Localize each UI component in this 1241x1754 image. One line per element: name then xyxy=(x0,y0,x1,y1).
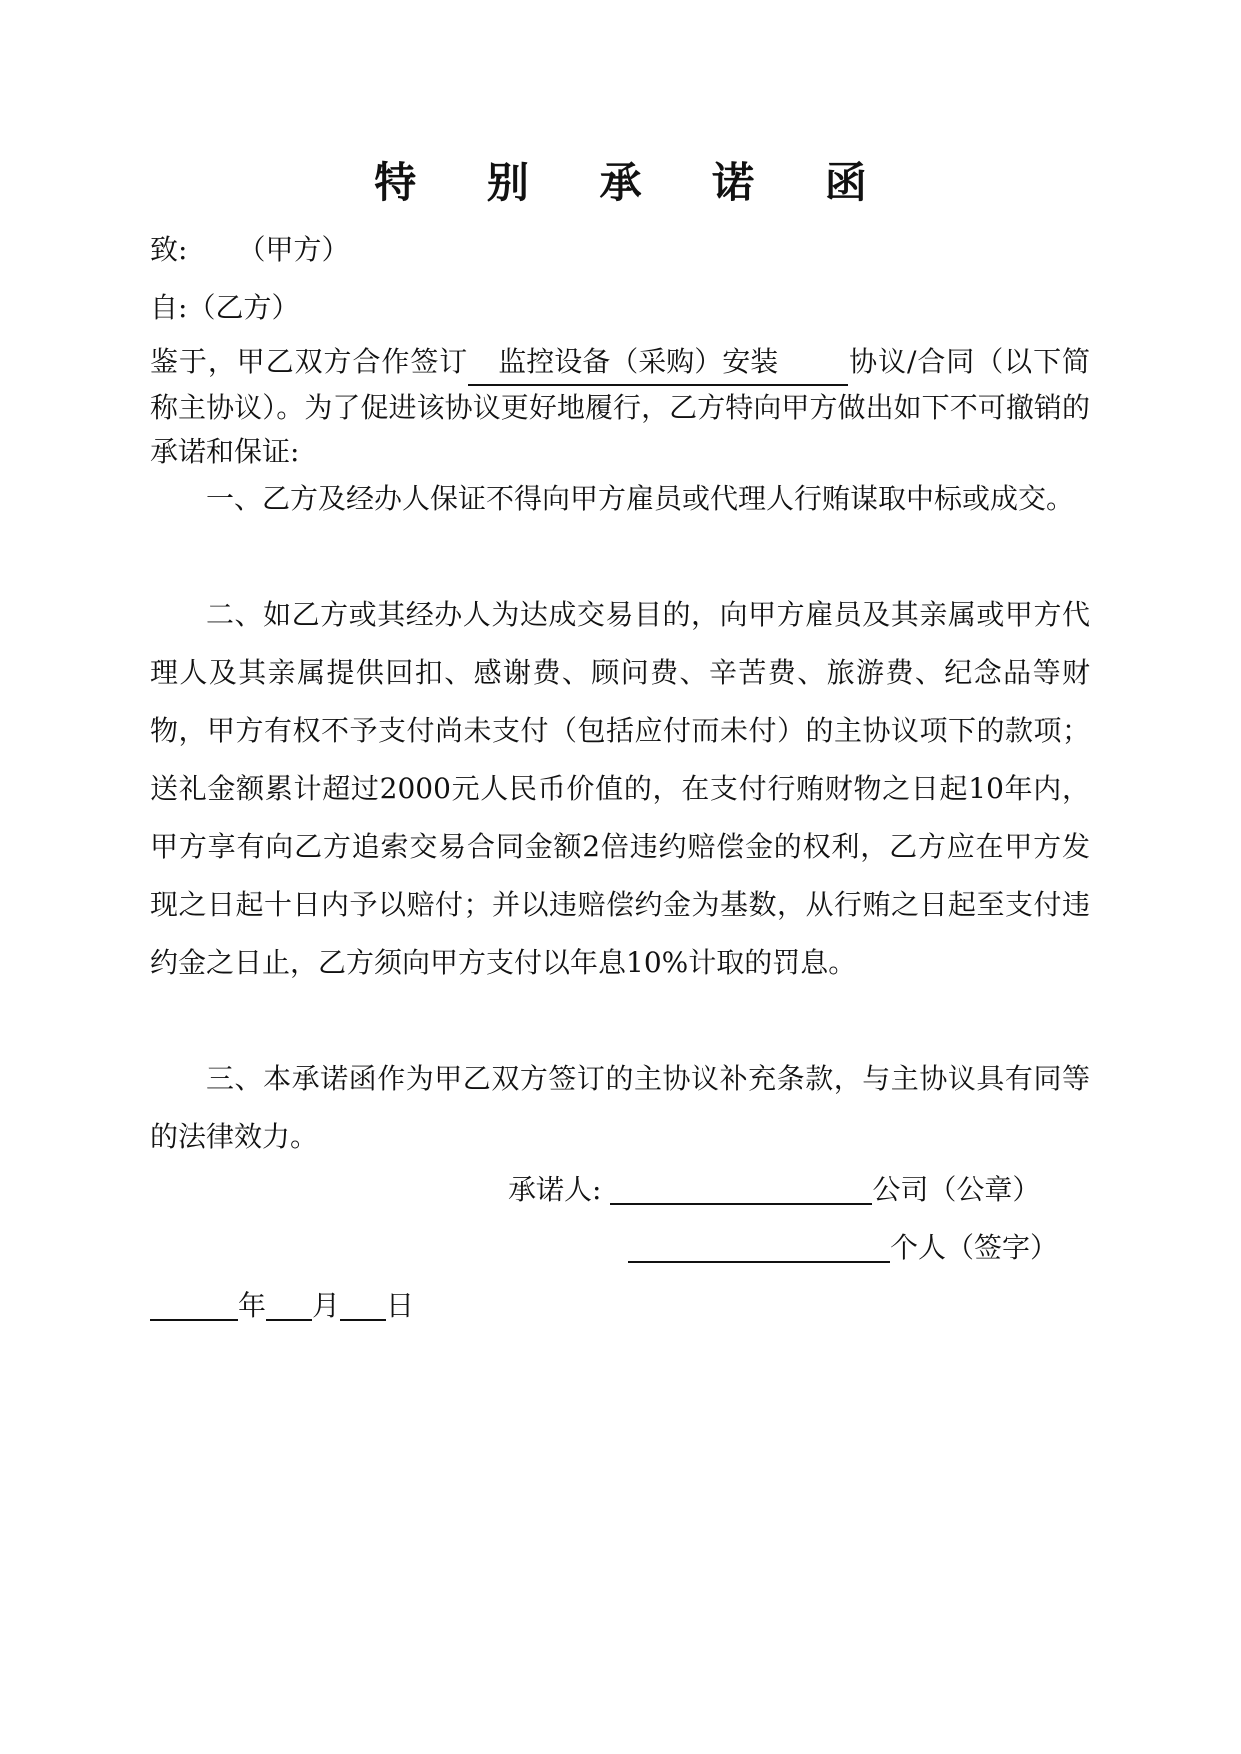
year-blank[interactable] xyxy=(150,1291,238,1321)
clause-1-text: 一、乙方及经办人保证不得向甲方雇员或代理人行贿谋取中标或成交。 xyxy=(206,482,1075,515)
signature-company-line xyxy=(508,1168,1040,1208)
recipient-line xyxy=(150,228,1090,268)
recipient-label: 致: xyxy=(150,233,188,266)
person-blank[interactable] xyxy=(628,1233,890,1263)
month-blank[interactable] xyxy=(266,1291,312,1321)
sender-party: （乙方） xyxy=(187,291,300,324)
recipient-party: （甲方） xyxy=(237,233,350,266)
day-label: 日 xyxy=(386,1289,415,1322)
sender-label: 自: xyxy=(150,291,188,324)
intro-prefix: 鉴于，甲乙双方合作签订 xyxy=(150,345,469,378)
contract-name: 监控设备（采购）安装 xyxy=(468,340,848,386)
sender-line xyxy=(150,286,1090,326)
signature-person-line xyxy=(628,1226,1058,1266)
month-label: 月 xyxy=(312,1289,341,1322)
person-sign-label: 个人（签字） xyxy=(890,1231,1059,1264)
company-seal-label: 公司（公章） xyxy=(872,1173,1041,1206)
promisor-label: 承诺人: xyxy=(508,1173,602,1206)
clause-2-text: 二、如乙方或其经办人为达成交易目的，向甲方雇员及其亲属或甲方代理人及其亲属提供回扣、感谢费、顾问费、辛苦费、旅游费、纪念品等财物，甲方有权不予支付尚未支付（包括应付而未付）的主协议项下的款项；送礼金额累计超过2000元人民币价值的，在支付行贿财物之日起10年内，甲方享有向乙方追索交易合同金额2倍违约赔偿金的权利，乙方应在甲方发现之日起十日内予以赔付；并以违赔偿约金为基数，从行贿之日起至支付违约金之日止，乙方须向甲方支付以年息10%计取的罚息。 xyxy=(150,598,1090,979)
year-label: 年 xyxy=(238,1289,267,1322)
intro-paragraph xyxy=(150,340,1090,474)
company-blank[interactable] xyxy=(610,1175,872,1205)
clause-1 xyxy=(150,470,1090,528)
clause-3 xyxy=(150,1050,1090,1166)
clause-3-text: 三、本承诺函作为甲乙双方签订的主协议补充条款，与主协议具有同等的法律效力。 xyxy=(150,1062,1090,1153)
date-line xyxy=(150,1284,414,1324)
day-blank[interactable] xyxy=(340,1291,386,1321)
intro-suffix: 协议/合同（以下简称主协议）。为了促进该协议更好地履行，乙方特向甲方做出如下不可撤销的承诺和保证: xyxy=(150,345,1090,468)
document-title: 特 别 承 诺 函 xyxy=(374,158,895,207)
clause-2 xyxy=(150,586,1090,992)
